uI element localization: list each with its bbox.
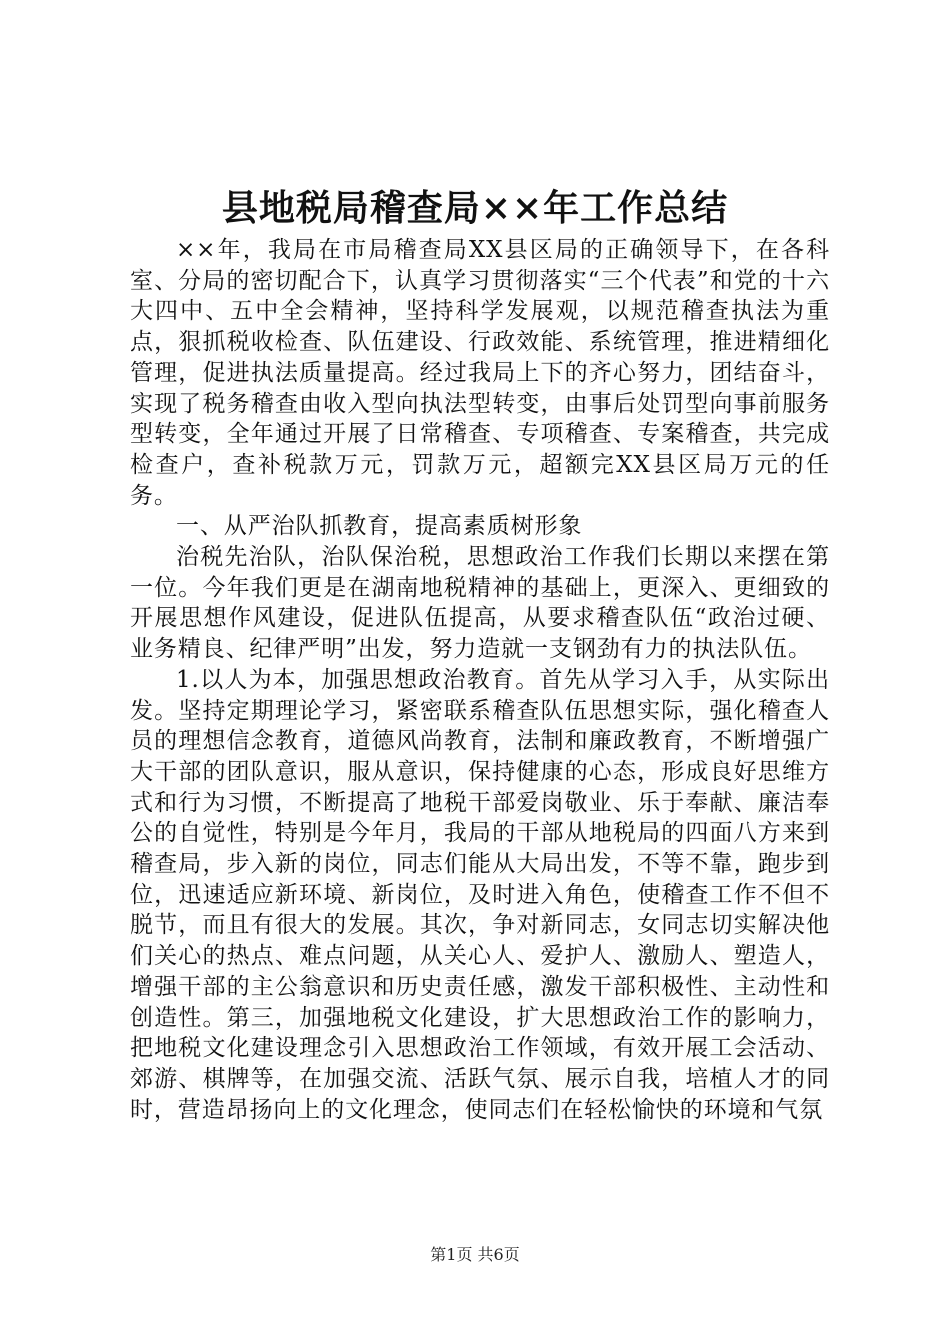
page-footer: 第1页 共6页 bbox=[430, 1245, 520, 1264]
document-body bbox=[130, 235, 830, 1125]
document-title: 县地税局稽查局××年工作总结 bbox=[221, 187, 729, 229]
section-heading-1: 一、从严治队抓教育，提高素质树形象 bbox=[176, 513, 583, 540]
paragraph-intro: ××年，我局在市局稽查局XX县区局的正确领导下，在各科室、分局的密切配合下，认真学习贯彻落实“三个代表”和党的十六大四中、五中全会精神，坚持科学发展观，以规范稽查执法为重点，狠抓税收检查、队伍建设、行政效能、系统管理，推进精细化管理，促进执法质量提高。经过我局上下的齐心努力，团结奋斗，实现了税务稽查由收入型向执法型转变，由事后处罚型向事前服务型转变，全年通过开展了日常稽查、专项稽查、专案稽查，共完成检查户，查补税款万元，罚款万元，超额完XX县区局万元的任务。 bbox=[130, 237, 830, 509]
paragraph-section-1: 治税先治队，治队保治税，思想政治工作我们长期以来摆在第一位。今年我们更是在湖南地税精神的基础上，更深入、更细致的开展思想作风建设，促进队伍提高，从要求稽查队伍“政治过硬、业务精良、纪律严明”出发，努力造就一支钢劲有力的执法队伍。 bbox=[130, 544, 830, 663]
paragraph-item-1: 1.以人为本，加强思想政治教育。首先从学习入手，从实际出发。坚持定期理论学习，紧密联系稽查队伍思想实际，强化稽查人员的理想信念教育，道德风尚教育，法制和廉政教育，不断增强广大干部的团队意识，服从意识，保持健康的心态，形成良好思维方式和行为习惯，不断提高了地税干部爱岗敬业、乐于奉献、廉洁奉公的自觉性，特别是今年月，我局的干部从地税局的四面八方来到稽查局，步入新的岗位，同志们能从大局出发，不等不靠，跑步到位，迅速适应新环境、新岗位，及时进入角色，使稽查工作不但不脱节，而且有很大的发展。其次，争对新同志，女同志切实解决他们关心的热点、难点问题，从关心人、爱护人、激励人、塑造人，增强干部的主公翁意识和历史责任感，激发干部积极性、主动性和创造性。第三，加强地税文化建设，扩大思想政治工作的影响力，把地税文化建设理念引入思想政治工作领域，有效开展工会活动、郊游、棋牌等，在加强交流、活跃气氛、展示自我，培植人才的同时，营造昂扬向上的文化理念，使同志们在轻松愉快的环境和气氛 bbox=[130, 666, 830, 1123]
